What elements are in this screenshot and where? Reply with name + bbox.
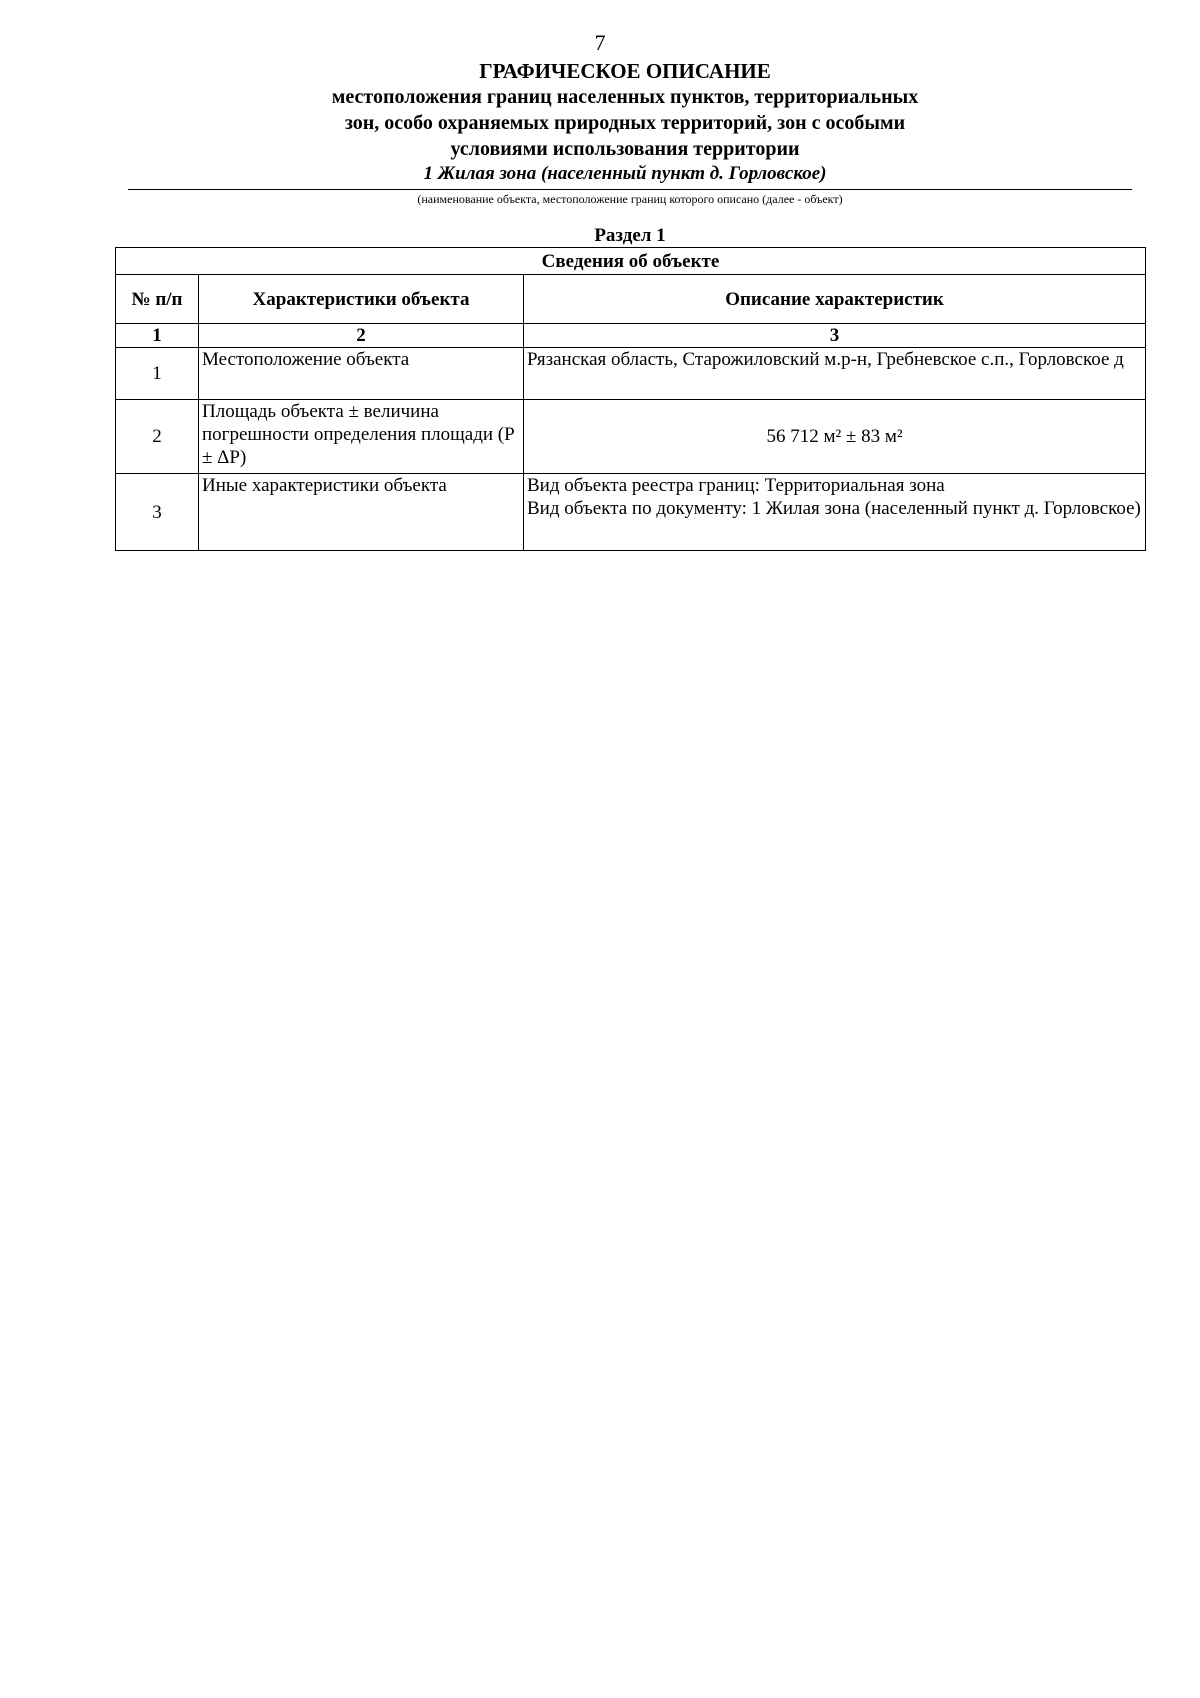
row-num: 2 — [116, 400, 199, 474]
header-characteristic: Характеристики объекта — [199, 275, 524, 324]
table-caption-row — [116, 248, 1146, 275]
document-subtitle-line-1: местоположения границ населенных пунктов, территориальных — [331, 86, 919, 108]
header-description: Описание характеристик — [524, 275, 1146, 324]
column-number-3: 3 — [524, 324, 1146, 348]
column-number-row — [116, 324, 1146, 348]
header-num: № п/п — [116, 275, 199, 324]
row-description-line: Вид объекта реестра границ: Территориальная зона — [527, 475, 945, 496]
table-header-row — [116, 275, 1146, 324]
document-subtitle-line-2: зон, особо охраняемых природных территорий, зон с особыми — [344, 112, 906, 134]
row-description — [524, 474, 1146, 551]
row-description: 56 712 м² ± 83 м² — [524, 400, 1146, 474]
table-row — [116, 474, 1146, 551]
object-name-caption: (наименование объекта, местоположение границ которого описано (далее - объект) — [417, 192, 843, 206]
column-number-2: 2 — [199, 324, 524, 348]
row-characteristic: Местоположение объекта — [199, 348, 524, 400]
object-name-underline — [128, 189, 1132, 190]
table-caption: Сведения об объекте — [116, 248, 1146, 275]
page-number: 7 — [594, 30, 606, 55]
row-description: Рязанская область, Старожиловский м.р-н, Гребневское с.п., Горловское д — [524, 348, 1146, 400]
column-number-1: 1 — [116, 324, 199, 348]
document-subtitle-line-3: условиями использования территории — [450, 138, 800, 160]
row-characteristic: Площадь объекта ± величина погрешности определения площади (P ± ΔP) — [199, 400, 524, 474]
table-row — [116, 348, 1146, 400]
section-title: Раздел 1 — [594, 225, 666, 246]
row-characteristic: Иные характеристики объекта — [199, 474, 524, 551]
object-info-table — [115, 247, 1146, 551]
row-num: 3 — [116, 474, 199, 551]
row-description-line: Вид объекта по документу: 1 Жилая зона (населенный пункт д. Горловское) — [527, 498, 1141, 519]
document-title: ГРАФИЧЕСКОЕ ОПИСАНИЕ — [479, 59, 771, 83]
object-name: 1 Жилая зона (населенный пункт д. Горловское) — [423, 163, 827, 184]
table-row — [116, 400, 1146, 474]
title-block — [120, 58, 1130, 186]
row-num: 1 — [116, 348, 199, 400]
